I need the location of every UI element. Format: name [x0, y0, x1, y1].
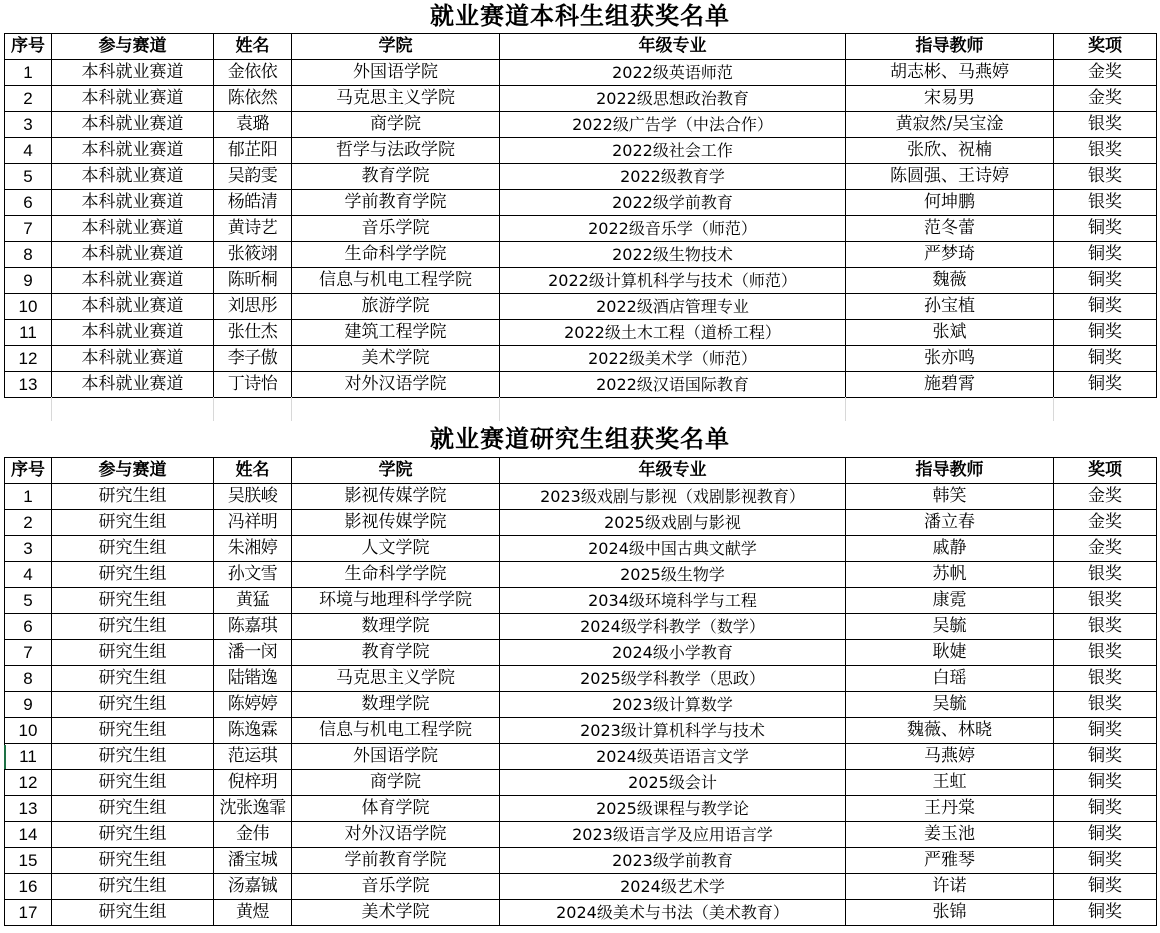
cell-track[interactable]: 研究生组	[52, 796, 214, 822]
column-header-award[interactable]: 奖项	[1054, 458, 1157, 484]
cell-college[interactable]: 影视传媒学院	[292, 484, 500, 510]
cell-award[interactable]: 银奖	[1054, 692, 1157, 718]
table-row	[5, 718, 1157, 744]
cell-college[interactable]: 环境与地理科学学院	[292, 588, 500, 614]
cell-college[interactable]: 建筑工程学院	[292, 320, 500, 346]
cell-grade-major[interactable]: 2024级小学教育	[500, 640, 846, 666]
cell-grade-major[interactable]: 2034级环境科学与工程	[500, 588, 846, 614]
cell-college[interactable]: 影视传媒学院	[292, 510, 500, 536]
cell-track[interactable]: 本科就业赛道	[52, 372, 214, 398]
cell-advisor[interactable]: 严梦琦	[846, 242, 1054, 268]
cell-grade-major[interactable]: 2022级学前教育	[500, 190, 846, 216]
cell-track[interactable]: 研究生组	[52, 562, 214, 588]
cell-college[interactable]: 信息与机电工程学院	[292, 718, 500, 744]
cell-index[interactable]: 7	[5, 216, 52, 242]
cell-track[interactable]: 本科就业赛道	[52, 60, 214, 86]
cell-grade-major[interactable]: 2022级酒店管理专业	[500, 294, 846, 320]
cell-advisor[interactable]: 潘立春	[846, 510, 1054, 536]
column-header-name[interactable]: 姓名	[214, 458, 292, 484]
cell-index[interactable]: 12	[5, 770, 52, 796]
cell-track[interactable]: 研究生组	[52, 718, 214, 744]
cell-college[interactable]: 旅游学院	[292, 294, 500, 320]
undergrad-table-body	[5, 60, 1157, 398]
cell-track[interactable]: 研究生组	[52, 510, 214, 536]
cell-award[interactable]: 铜奖	[1054, 320, 1157, 346]
cell-index[interactable]: 10	[5, 718, 52, 744]
column-header-advisor[interactable]: 指导教师	[846, 34, 1054, 60]
cell-name[interactable]: 吴韵雯	[214, 164, 292, 190]
cell-award[interactable]: 金奖	[1054, 86, 1157, 112]
cell-name[interactable]: 陈昕桐	[214, 268, 292, 294]
cell-award[interactable]: 铜奖	[1054, 822, 1157, 848]
table-row	[5, 770, 1157, 796]
table-row	[5, 822, 1157, 848]
cell-track[interactable]: 研究生组	[52, 692, 214, 718]
cell-index[interactable]: 14	[5, 822, 52, 848]
cell-name[interactable]: 吴朕峻	[214, 484, 292, 510]
cell-index[interactable]: 1	[5, 60, 52, 86]
cell-award[interactable]: 银奖	[1054, 190, 1157, 216]
cell-track[interactable]: 研究生组	[52, 588, 214, 614]
cell-name[interactable]: 潘一闵	[214, 640, 292, 666]
cell-college[interactable]: 教育学院	[292, 640, 500, 666]
cell-name[interactable]: 沈张逸霏	[214, 796, 292, 822]
graduate-table-body	[5, 484, 1157, 926]
cell-advisor[interactable]: 耿婕	[846, 640, 1054, 666]
cell-grade-major[interactable]: 2022级音乐学（师范）	[500, 216, 846, 242]
cell-index[interactable]: 4	[5, 562, 52, 588]
cell-advisor[interactable]: 韩笑	[846, 484, 1054, 510]
cell-grade-major[interactable]: 2025级会计	[500, 770, 846, 796]
cell-grade-major[interactable]: 2024级美术与书法（美术教育）	[500, 900, 846, 926]
cell-college[interactable]: 商学院	[292, 112, 500, 138]
table-row	[5, 268, 1157, 294]
cell-index[interactable]: 10	[5, 294, 52, 320]
table-row	[5, 60, 1157, 86]
cell-grade-major[interactable]: 2024级艺术学	[500, 874, 846, 900]
cell-track[interactable]: 研究生组	[52, 614, 214, 640]
cell-track[interactable]: 研究生组	[52, 900, 214, 926]
cell-college[interactable]: 商学院	[292, 770, 500, 796]
table-row	[5, 510, 1157, 536]
cell-track[interactable]: 本科就业赛道	[52, 190, 214, 216]
column-header-index[interactable]: 序号	[5, 34, 52, 60]
table-row	[5, 372, 1157, 398]
table-row	[5, 900, 1157, 926]
table-row	[5, 190, 1157, 216]
cell-track[interactable]: 本科就业赛道	[52, 86, 214, 112]
cell-track[interactable]: 本科就业赛道	[52, 138, 214, 164]
cell-index[interactable]: 17	[5, 900, 52, 926]
cell-advisor[interactable]: 张欣、祝楠	[846, 138, 1054, 164]
cell-track[interactable]: 本科就业赛道	[52, 268, 214, 294]
cell-grade-major[interactable]: 2022级教育学	[500, 164, 846, 190]
cell-grade-major[interactable]: 2024级英语语言文学	[500, 744, 846, 770]
cell-award[interactable]: 铜奖	[1054, 294, 1157, 320]
cell-name[interactable]: 丁诗怡	[214, 372, 292, 398]
cell-name[interactable]: 黄煜	[214, 900, 292, 926]
cell-name[interactable]: 李子傲	[214, 346, 292, 372]
cell-name[interactable]: 杨皓清	[214, 190, 292, 216]
cell-college[interactable]: 教育学院	[292, 164, 500, 190]
cell-advisor[interactable]: 施碧霄	[846, 372, 1054, 398]
cell-grade-major[interactable]: 2022级汉语国际教育	[500, 372, 846, 398]
cell-name[interactable]: 金伟	[214, 822, 292, 848]
cell-name[interactable]: 孙文雪	[214, 562, 292, 588]
cell-award[interactable]: 银奖	[1054, 112, 1157, 138]
cell-track[interactable]: 研究生组	[52, 484, 214, 510]
cell-advisor[interactable]: 黄寂然/吴宝淦	[846, 112, 1054, 138]
table-row	[5, 640, 1157, 666]
cell-grade-major[interactable]: 2025级学科教学（思政）	[500, 666, 846, 692]
cell-name[interactable]: 倪梓玥	[214, 770, 292, 796]
table-row	[5, 112, 1157, 138]
cell-track[interactable]: 研究生组	[52, 822, 214, 848]
column-header-advisor[interactable]: 指导教师	[846, 458, 1054, 484]
cell-track[interactable]: 研究生组	[52, 640, 214, 666]
cell-advisor[interactable]: 王丹棠	[846, 796, 1054, 822]
cell-advisor[interactable]: 魏薇	[846, 268, 1054, 294]
cell-grade-major[interactable]: 2022级生物技术	[500, 242, 846, 268]
table-row	[5, 744, 1157, 770]
cell-college[interactable]: 生命科学学院	[292, 242, 500, 268]
cell-award[interactable]: 银奖	[1054, 164, 1157, 190]
cell-index[interactable]: 6	[5, 190, 52, 216]
cell-name[interactable]: 陈嘉琪	[214, 614, 292, 640]
cell-college[interactable]: 学前教育学院	[292, 848, 500, 874]
cell-index[interactable]: 7	[5, 640, 52, 666]
cell-grade-major[interactable]: 2022级思想政治教育	[500, 86, 846, 112]
cell-award[interactable]: 银奖	[1054, 614, 1157, 640]
cell-advisor[interactable]: 白瑶	[846, 666, 1054, 692]
cell-award[interactable]: 银奖	[1054, 138, 1157, 164]
table-row	[5, 138, 1157, 164]
graduate-table-title: 就业赛道研究生组获奖名单	[430, 425, 730, 453]
cell-college[interactable]: 人文学院	[292, 536, 500, 562]
cell-track[interactable]: 本科就业赛道	[52, 294, 214, 320]
cell-track[interactable]: 本科就业赛道	[52, 242, 214, 268]
cell-award[interactable]: 铜奖	[1054, 770, 1157, 796]
undergrad-table-title: 就业赛道本科生组获奖名单	[430, 2, 730, 30]
table-header-row	[5, 34, 1157, 60]
cell-index[interactable]: 12	[5, 346, 52, 372]
cell-index[interactable]: 1	[5, 484, 52, 510]
cell-grade-major[interactable]: 2023级计算机科学与技术	[500, 718, 846, 744]
cell-advisor[interactable]: 何坤鹏	[846, 190, 1054, 216]
cell-college[interactable]: 对外汉语学院	[292, 372, 500, 398]
cell-advisor[interactable]: 吴毓	[846, 692, 1054, 718]
table-row	[5, 874, 1157, 900]
cell-college[interactable]: 数理学院	[292, 614, 500, 640]
cell-name[interactable]: 张仕杰	[214, 320, 292, 346]
cell-index[interactable]: 8	[5, 242, 52, 268]
table-row	[5, 320, 1157, 346]
graduate-award-table	[4, 457, 1157, 926]
cell-grade-major[interactable]: 2022级广告学（中法合作）	[500, 112, 846, 138]
cell-index[interactable]: 13	[5, 372, 52, 398]
cell-award[interactable]: 铜奖	[1054, 372, 1157, 398]
cell-grade-major[interactable]: 2025级课程与教学论	[500, 796, 846, 822]
cell-college[interactable]: 数理学院	[292, 692, 500, 718]
cell-advisor[interactable]: 范冬蕾	[846, 216, 1054, 242]
cell-grade-major[interactable]: 2023级语言学及应用语言学	[500, 822, 846, 848]
cell-advisor[interactable]: 孙宝植	[846, 294, 1054, 320]
cell-name[interactable]: 陈逸霖	[214, 718, 292, 744]
cell-college[interactable]: 外国语学院	[292, 744, 500, 770]
cell-advisor[interactable]: 马燕婷	[846, 744, 1054, 770]
column-header-college[interactable]: 学院	[292, 458, 500, 484]
column-header-college[interactable]: 学院	[292, 34, 500, 60]
cell-grade-major[interactable]: 2022级计算机科学与技术（师范）	[500, 268, 846, 294]
table-row	[5, 562, 1157, 588]
cell-index[interactable]: 16	[5, 874, 52, 900]
cell-college[interactable]: 对外汉语学院	[292, 822, 500, 848]
cell-index[interactable]: 15	[5, 848, 52, 874]
cell-selection-marker	[4, 745, 6, 769]
cell-college[interactable]: 马克思主义学院	[292, 86, 500, 112]
cell-grade-major[interactable]: 2022级美术学（师范）	[500, 346, 846, 372]
cell-grade-major[interactable]: 2024级中国古典文献学	[500, 536, 846, 562]
cell-award[interactable]: 铜奖	[1054, 874, 1157, 900]
table-row	[5, 216, 1157, 242]
table-row	[5, 796, 1157, 822]
cell-index[interactable]: 8	[5, 666, 52, 692]
cell-advisor[interactable]: 王虹	[846, 770, 1054, 796]
cell-award[interactable]: 铜奖	[1054, 744, 1157, 770]
cell-name[interactable]: 潘宝城	[214, 848, 292, 874]
cell-award[interactable]: 铜奖	[1054, 900, 1157, 926]
cell-award[interactable]: 铜奖	[1054, 718, 1157, 744]
cell-track[interactable]: 本科就业赛道	[52, 112, 214, 138]
cell-grade-major[interactable]: 2023级计算数学	[500, 692, 846, 718]
cell-award[interactable]: 铜奖	[1054, 268, 1157, 294]
cell-track[interactable]: 本科就业赛道	[52, 320, 214, 346]
cell-track[interactable]: 本科就业赛道	[52, 216, 214, 242]
cell-advisor[interactable]: 张锦	[846, 900, 1054, 926]
cell-college[interactable]: 哲学与法政学院	[292, 138, 500, 164]
cell-index[interactable]: 5	[5, 164, 52, 190]
column-header-grade-major[interactable]: 年级专业	[500, 458, 846, 484]
cell-award[interactable]: 银奖	[1054, 666, 1157, 692]
cell-name[interactable]: 冯祥明	[214, 510, 292, 536]
cell-track[interactable]: 本科就业赛道	[52, 164, 214, 190]
cell-name[interactable]: 袁璐	[214, 112, 292, 138]
table-row	[5, 692, 1157, 718]
cell-advisor[interactable]: 苏帆	[846, 562, 1054, 588]
table-row	[5, 164, 1157, 190]
cell-index[interactable]: 4	[5, 138, 52, 164]
cell-award[interactable]: 银奖	[1054, 588, 1157, 614]
cell-advisor[interactable]: 严雅琴	[846, 848, 1054, 874]
cell-index[interactable]: 9	[5, 268, 52, 294]
cell-advisor[interactable]: 许诺	[846, 874, 1054, 900]
cell-name[interactable]: 黄猛	[214, 588, 292, 614]
cell-index[interactable]: 3	[5, 112, 52, 138]
cell-name[interactable]: 朱湘婷	[214, 536, 292, 562]
column-header-track[interactable]: 参与赛道	[52, 458, 214, 484]
table-row	[5, 86, 1157, 112]
cell-award[interactable]: 铜奖	[1054, 848, 1157, 874]
cell-track[interactable]: 研究生组	[52, 770, 214, 796]
cell-award[interactable]: 金奖	[1054, 510, 1157, 536]
cell-grade-major[interactable]: 2025级戏剧与影视	[500, 510, 846, 536]
cell-index[interactable]: 2	[5, 86, 52, 112]
cell-award[interactable]: 铜奖	[1054, 346, 1157, 372]
cell-award[interactable]: 金奖	[1054, 484, 1157, 510]
cell-college[interactable]: 美术学院	[292, 346, 500, 372]
cell-track[interactable]: 研究生组	[52, 848, 214, 874]
column-header-award[interactable]: 奖项	[1054, 34, 1157, 60]
cell-advisor[interactable]: 胡志彬、马燕婷	[846, 60, 1054, 86]
cell-index[interactable]: 3	[5, 536, 52, 562]
cell-college[interactable]: 音乐学院	[292, 874, 500, 900]
cell-track[interactable]: 研究生组	[52, 666, 214, 692]
cell-college[interactable]: 马克思主义学院	[292, 666, 500, 692]
cell-grade-major[interactable]: 2025级生物学	[500, 562, 846, 588]
table-row	[5, 346, 1157, 372]
cell-grade-major[interactable]: 2022级土木工程（道桥工程）	[500, 320, 846, 346]
cell-college[interactable]: 体育学院	[292, 796, 500, 822]
cell-index[interactable]: 6	[5, 614, 52, 640]
cell-track[interactable]: 本科就业赛道	[52, 346, 214, 372]
table-row	[5, 536, 1157, 562]
cell-index[interactable]: 5	[5, 588, 52, 614]
cell-name[interactable]: 范运琪	[214, 744, 292, 770]
table-row	[5, 242, 1157, 268]
cell-grade-major[interactable]: 2022级英语师范	[500, 60, 846, 86]
table-header-row	[5, 458, 1157, 484]
cell-track[interactable]: 研究生组	[52, 536, 214, 562]
cell-college[interactable]: 生命科学学院	[292, 562, 500, 588]
cell-college[interactable]: 信息与机电工程学院	[292, 268, 500, 294]
cell-grade-major[interactable]: 2023级学前教育	[500, 848, 846, 874]
cell-index[interactable]: 2	[5, 510, 52, 536]
column-header-grade-major[interactable]: 年级专业	[500, 34, 846, 60]
table-row	[5, 484, 1157, 510]
cell-name[interactable]: 汤嘉铖	[214, 874, 292, 900]
cell-index[interactable]: 13	[5, 796, 52, 822]
cell-college[interactable]: 美术学院	[292, 900, 500, 926]
cell-name[interactable]: 陈婷婷	[214, 692, 292, 718]
cell-advisor[interactable]: 戚静	[846, 536, 1054, 562]
cell-advisor[interactable]: 吴毓	[846, 614, 1054, 640]
cell-track[interactable]: 研究生组	[52, 744, 214, 770]
cell-college[interactable]: 音乐学院	[292, 216, 500, 242]
cell-award[interactable]: 铜奖	[1054, 216, 1157, 242]
cell-name[interactable]: 黄诗艺	[214, 216, 292, 242]
cell-college[interactable]: 学前教育学院	[292, 190, 500, 216]
cell-advisor[interactable]: 姜玉池	[846, 822, 1054, 848]
cell-advisor[interactable]: 陈圆强、王诗婷	[846, 164, 1054, 190]
cell-track[interactable]: 研究生组	[52, 874, 214, 900]
cell-advisor[interactable]: 康霓	[846, 588, 1054, 614]
cell-name[interactable]: 陆锴逸	[214, 666, 292, 692]
column-header-track[interactable]: 参与赛道	[52, 34, 214, 60]
cell-award[interactable]: 金奖	[1054, 536, 1157, 562]
cell-advisor[interactable]: 宋易男	[846, 86, 1054, 112]
cell-index[interactable]: 9	[5, 692, 52, 718]
table-row	[5, 666, 1157, 692]
cell-award[interactable]: 银奖	[1054, 640, 1157, 666]
cell-name[interactable]: 张筱翊	[214, 242, 292, 268]
cell-award[interactable]: 金奖	[1054, 60, 1157, 86]
table-row	[5, 848, 1157, 874]
cell-grade-major[interactable]: 2023级戏剧与影视（戏剧影视教育）	[500, 484, 846, 510]
cell-grade-major[interactable]: 2024级学科教学（数学）	[500, 614, 846, 640]
cell-college[interactable]: 外国语学院	[292, 60, 500, 86]
table-row	[5, 614, 1157, 640]
table-row	[5, 588, 1157, 614]
cell-name[interactable]: 郁芷阳	[214, 138, 292, 164]
cell-grade-major[interactable]: 2022级社会工作	[500, 138, 846, 164]
cell-advisor[interactable]: 魏薇、林晓	[846, 718, 1054, 744]
column-header-name[interactable]: 姓名	[214, 34, 292, 60]
cell-index[interactable]: 11	[5, 320, 52, 346]
cell-advisor[interactable]: 张斌	[846, 320, 1054, 346]
cell-advisor[interactable]: 张亦鸣	[846, 346, 1054, 372]
undergrad-award-table	[4, 33, 1157, 398]
cell-award[interactable]: 银奖	[1054, 562, 1157, 588]
cell-index[interactable]: 11	[5, 744, 52, 770]
cell-award[interactable]: 铜奖	[1054, 242, 1157, 268]
column-header-index[interactable]: 序号	[5, 458, 52, 484]
cell-name[interactable]: 金依依	[214, 60, 292, 86]
cell-name[interactable]: 陈依然	[214, 86, 292, 112]
cell-award[interactable]: 铜奖	[1054, 796, 1157, 822]
cell-name[interactable]: 刘思彤	[214, 294, 292, 320]
empty-spreadsheet-row[interactable]	[4, 397, 1156, 421]
table-row	[5, 294, 1157, 320]
